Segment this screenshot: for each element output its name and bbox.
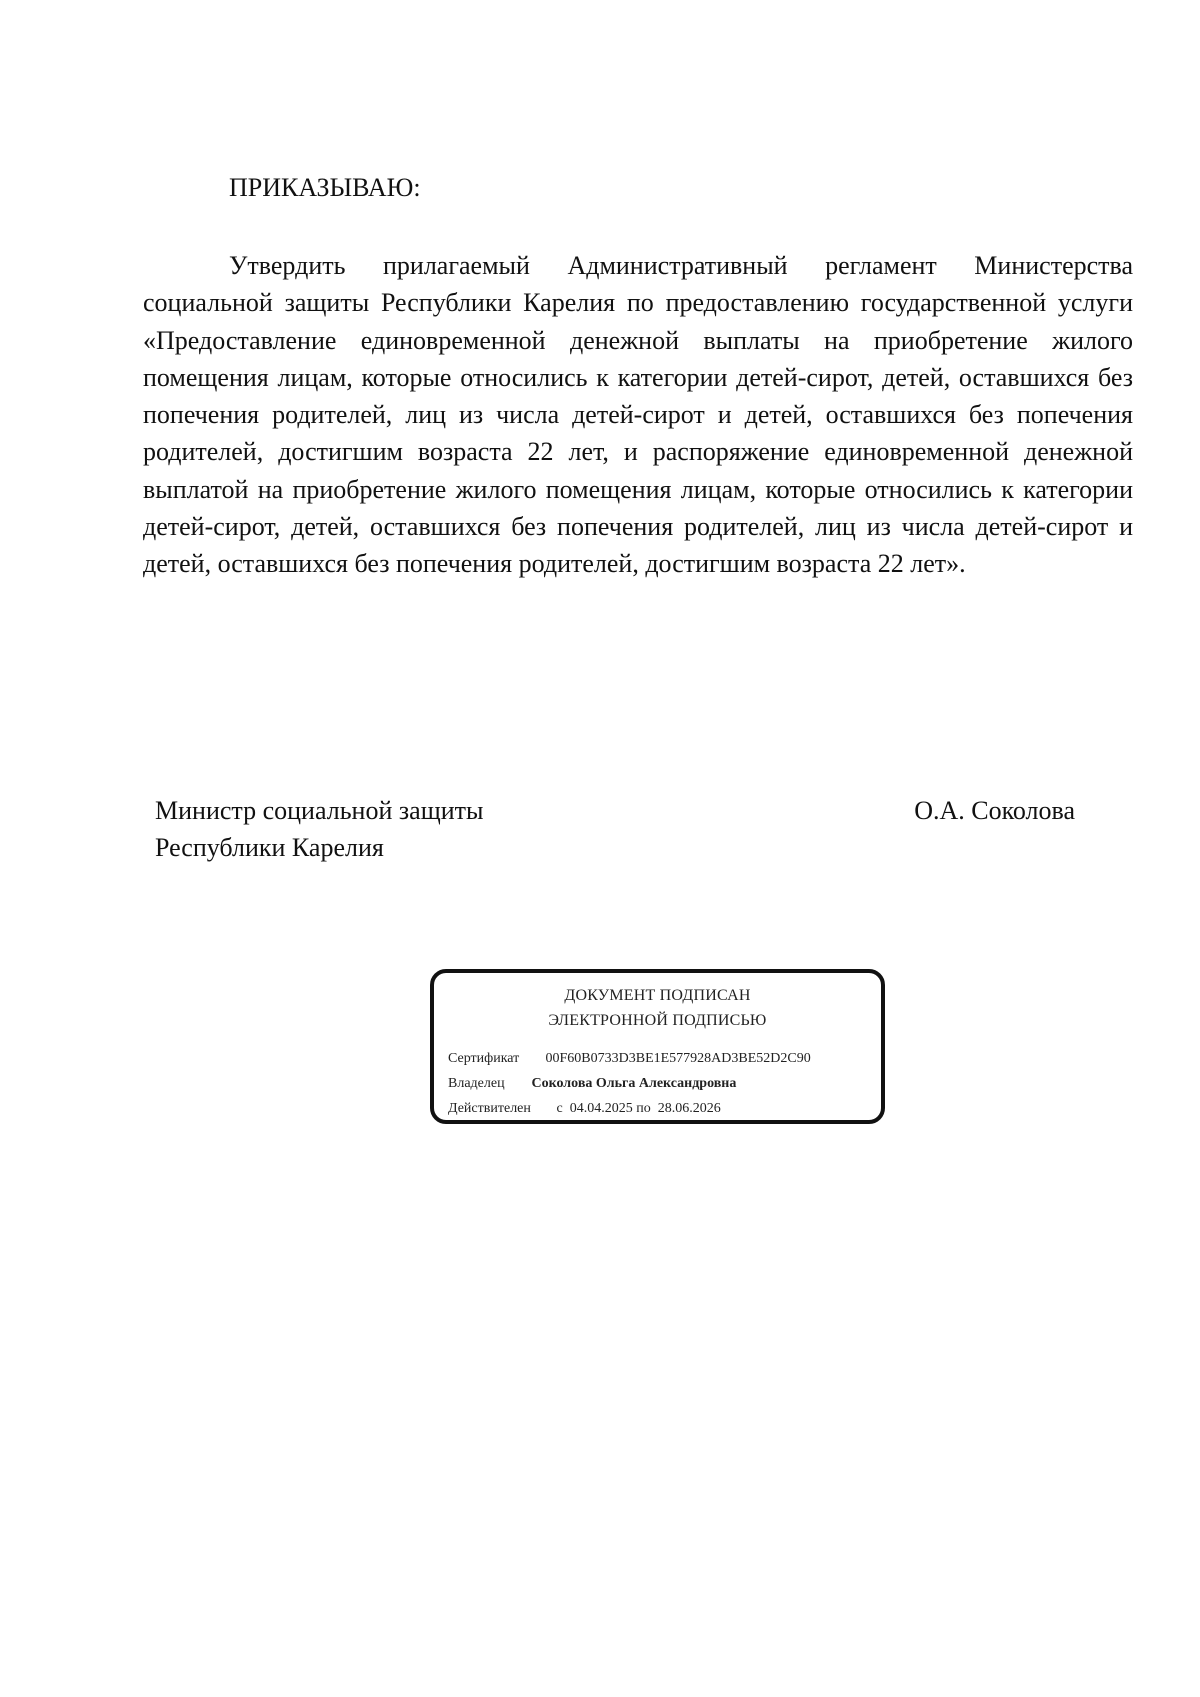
stamp-details [434,1046,881,1121]
order-heading: ПРИКАЗЫВАЮ: [229,173,421,202]
stamp-title [434,983,881,1033]
owner-label: Владелец [448,1076,505,1091]
certificate-row [448,1046,881,1071]
order-paragraph: Утвердить прилагаемый Административный регламент Министерства социальной защиты Республики Карелия по предоставлению государственной услуги «Предоставление единовременной денежной выплаты на приобретение жилого помещения лицам, которые относились к категории детей-сирот, детей, оставшихся без попечения родителей, лиц из числа детей-сирот и детей, оставшихся без попечения родителей, достигшим возраста 22 лет, и распоряжение единовременной денежной выплатой на приобретение жилого помещения лицам, которые относились к категории детей-сирот, детей, оставшихся без попечения родителей, лиц из числа детей-сирот и детей, оставшихся без попечения родителей, достигшим возраста 22 лет». [143,251,1133,579]
owner-value: Соколова Ольга Александровна [531,1076,737,1091]
electronic-signature-stamp [430,969,885,1124]
validity-row [448,1096,881,1121]
validity-label: Действителен [448,1101,531,1116]
signature-block [155,792,1075,866]
validity-to-prefix: по [636,1101,651,1116]
validity-to-date: 28.06.2026 [657,1101,721,1116]
stamp-title-line2: ЭЛЕКТРОННОЙ ПОДПИСЬЮ [548,1012,767,1029]
signatory-position-line2: Республики Карелия [155,833,384,862]
signatory-position-line1: Министр социальной защиты [155,796,484,825]
certificate-label: Сертификат [448,1051,520,1066]
validity-from-prefix: с [556,1101,563,1116]
signatory-name: О.А. Соколова [914,796,1075,825]
stamp-title-line1: ДОКУМЕНТ ПОДПИСАН [564,987,751,1004]
owner-row [448,1071,881,1096]
validity-from-date: 04.04.2025 [569,1101,633,1116]
certificate-value: 00F60B0733D3BE1E577928AD3BE52D2C90 [545,1051,811,1066]
